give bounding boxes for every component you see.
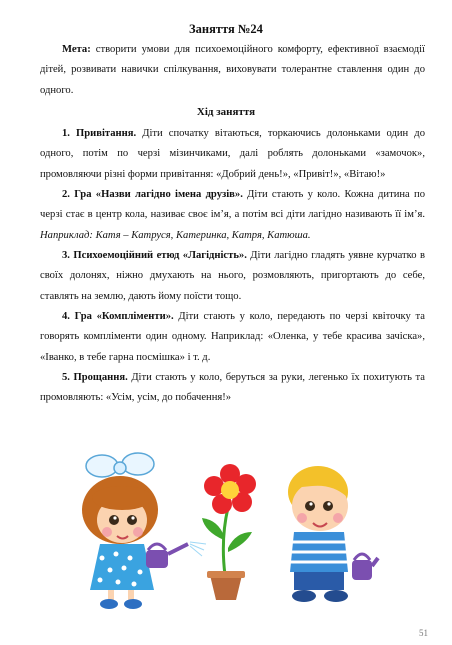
- red-flower-icon: [202, 464, 256, 600]
- goal-paragraph: [40, 40, 425, 101]
- boy-with-watering-can-icon: [288, 466, 378, 602]
- goal-text: створити умови для психоемоційного комфорту, ефективної взаємодії дітей, розвивати навички спілкування, виховувати толерантне ставлення один до одного.: [40, 44, 425, 96]
- step-2-heading: 2. Гра «Назви лагідно імена друзів».: [62, 189, 243, 200]
- section-title: Хід заняття: [196, 106, 256, 118]
- step-3-heading: 3. Психоемоційний етюд «Лагідність».: [62, 250, 247, 261]
- step-2-text: Діти стають у коло. Кожна дитина по черзі стає в центр кола, називає своє ім’я, а потім всі діти лагідно називають її ім’я.: [40, 189, 425, 221]
- step-2-example: Наприклад: Катя – Катруся, Катеринка, Катря, Катюша.: [40, 229, 311, 241]
- girl-with-watering-can-icon: [82, 453, 206, 609]
- step-1-heading: 1. Привітання.: [62, 128, 137, 139]
- step-3-paragraph: [40, 246, 425, 307]
- step-3-text: Діти лагідно гладять уявне курчатко в своїх долонях, ніжно дмухають на нього, розмовляють, пригортають до себе, ставлять на землю, дають йому поїсти тощо.: [40, 250, 425, 302]
- step-5-paragraph: [40, 368, 425, 409]
- step-5-heading: 5. Прощання.: [62, 372, 128, 383]
- children-illustration: [80, 440, 380, 615]
- page-number: 51: [419, 628, 428, 638]
- step-4-text: Діти стають у коло, передають по черзі квіточку та говорять компліменти один одному. Наприклад: «Оленка, у тебе красива зачіска», «Іванко, в тебе гарна посмішка» і т. д.: [40, 311, 425, 363]
- step-2-paragraph: [40, 185, 425, 246]
- step-4-paragraph: [40, 307, 425, 368]
- goal-label: Мета:: [62, 44, 91, 55]
- step-1-paragraph: [40, 124, 425, 185]
- lesson-title: Заняття №24: [189, 22, 263, 36]
- step-5-text: Діти стають у коло, беруться за руки, легенько їх похитують та промовляють: «Усім, усім, до побачення!»: [40, 372, 425, 404]
- step-1-text: Діти спочатку вітаються, торкаючись долоньками один до одного, потім по черзі мізинчиками, далі роблять долоньками «замочок», промовляючи різні форми привітання: «Добрий день!», «Привіт!», «Вітаю!»: [40, 128, 425, 180]
- step-4-heading: 4. Гра «Компліменти».: [62, 311, 174, 322]
